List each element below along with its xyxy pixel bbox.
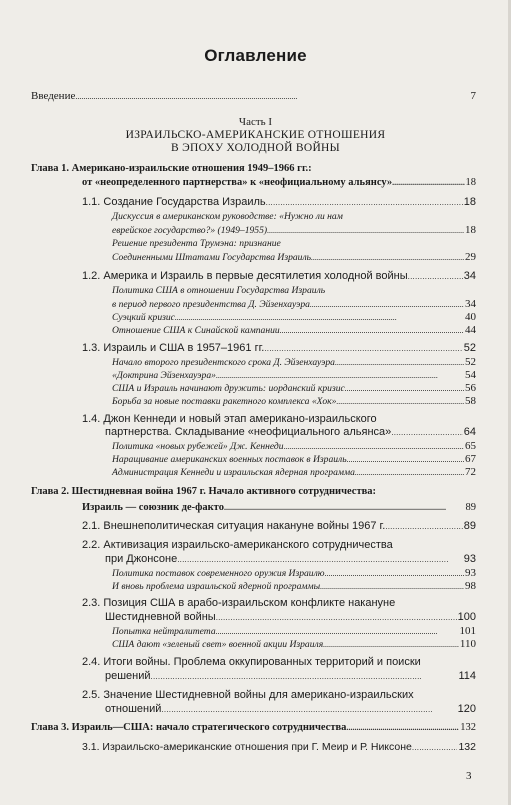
part-heading-1: ИЗРАИЛЬСКО-АМЕРИКАНСКИЕ ОТНОШЕНИЯ [125,129,386,141]
subsection-entry[interactable]: «Доктрина Эйзенхауэра» . . . 54 [112,369,476,382]
section-2-2-cont[interactable]: при Джонсоне . . . 93 [105,553,476,566]
page-title: Оглавление [204,46,307,65]
subsection-entry[interactable]: Суэцкий кризис . . . 40 [112,311,476,324]
subsection-entry[interactable]: Политика «новых рубежей» Дж. Кеннеди . . . 65 [112,440,476,453]
section-2-3[interactable]: 2.3. Позиция США в арабо-израильском конфликте накануне [82,597,396,609]
section-1-4-cont[interactable]: партнерства. Складывание «неофициального альянса» . . . 64 [105,426,476,439]
page-number: 3 [466,770,472,782]
part-label: Часть I [238,116,273,128]
section-1-3[interactable]: 1.3. Израиль и США в 1957–1961 гг. . . . 52 [82,342,476,355]
subsection-entry[interactable]: Начало второго президентского срока Д. Эйзенхауэра . . . 52 [112,356,476,369]
subsection-line: Политика США в отношении Государства Израиль [112,285,326,296]
section-2-4-cont[interactable]: решений . . . 114 [105,670,476,683]
chapter-1-subtitle[interactable]: от «неопределенного партнерства» к «неофициальному альянсу» . . . 18 [82,177,476,189]
subsection-entry[interactable]: еврейское государство?» (1949–1955) . . . 18 [112,224,476,237]
section-2-2[interactable]: 2.2. Активизация израильско-американского сотрудничества [82,539,393,551]
section-1-1[interactable]: 1.1. Создание Государства Израиль . . . 18 [82,196,476,209]
subsection-line: Дискуссия в американском руководстве: «Нужно ли нам [112,211,343,222]
subsection-entry[interactable]: США дают «зеленый свет» военной акции Израиля . . . 110 [112,638,476,651]
subsection-entry[interactable]: в период первого президентства Д. Эйзенхауэра . . . 34 [112,298,476,311]
subsection-entry[interactable]: Администрация Кеннеди и израильская ядерная программа . . . 72 [112,466,476,479]
subsection-entry[interactable]: Политика поставок современного оружия Израилю . . . 93 [112,567,476,580]
section-2-3-cont[interactable]: Шестидневной войны . . . 100 [105,611,476,624]
section-2-5-cont[interactable]: отношений . . . 120 [105,703,476,716]
subsection-entry[interactable]: И вновь проблема израильской ядерной программы . . . 98 [112,580,476,593]
subsection-entry[interactable]: Попытка нейтралитета . . . 101 [112,625,476,638]
chapter-1-title[interactable]: Глава 1. Американо-израильские отношения 1949–1966 гг.: [31,163,312,174]
subsection-entry[interactable]: США и Израиль начинают дружить: иорданский кризис . . . 56 [112,382,476,395]
section-1-4[interactable]: 1.4. Джон Кеннеди и новый этап американо-израильского [82,413,377,425]
chapter-2-subtitle[interactable]: Израиль — союзник де-факто . . . 89 [82,502,476,514]
section-2-5[interactable]: 2.5. Значение Шестидневной войны для американо-израильских [82,689,414,701]
subsection-line: Решение президента Трумэна: признание [112,238,281,249]
chapter-3-title[interactable]: Глава 3. Израиль—США: начало стратегического сотрудничества . . . 132 [31,722,476,734]
section-3-1[interactable]: 3.1. Израильско-американские отношения при Г. Меир и Р. Никсоне . . . 132 [82,741,476,754]
subsection-entry[interactable]: Соединенными Штатами Государства Израиль . . . 29 [112,251,476,264]
section-1-2[interactable]: 1.2. Америка и Израиль в первые десятилетия холодной войны . . . 34 [82,270,476,283]
subsection-entry[interactable]: Наращивание американских военных поставок в Израиль . . . 67 [112,453,476,466]
part-heading-2: В ЭПОХУ ХОЛОДНОЙ ВОЙНЫ [170,142,340,154]
chapter-2-title[interactable]: Глава 2. Шестидневная война 1967 г. Начало активного сотрудничества: [31,486,377,497]
subsection-entry[interactable]: Отношение США к Синайской кампании . . . 44 [112,324,476,337]
subsection-entry[interactable]: Борьба за новые поставки ракетного комплекса «Хок» . . . 58 [112,395,476,408]
section-2-1[interactable]: 2.1. Внешнеполитическая ситуация накануне войны 1967 г. . . . 89 [82,520,476,533]
toc-entry-intro[interactable]: Введение . . . 7 [31,90,476,103]
section-2-4[interactable]: 2.4. Итоги войны. Проблема оккупированных территорий и поиски [82,656,421,668]
